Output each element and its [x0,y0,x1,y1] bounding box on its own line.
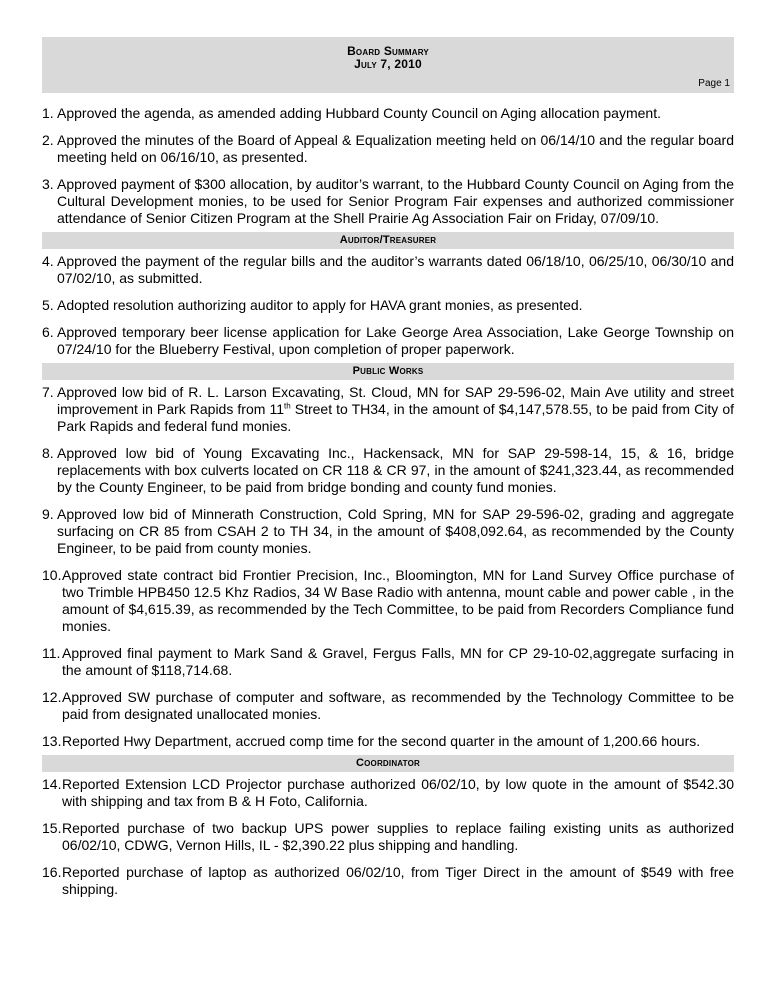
list-item: 4. Approved the payment of the regular bills and the auditor’s warrants dated 06/18/10, 06/25/10, 06/30/10 and 07/02/10, as submitted. [42,253,734,286]
public-works-items [42,384,734,750]
auditor-items [42,253,734,358]
document-title: Board Summary [347,44,429,58]
list-item: 16. Reported purchase of laptop as authorized 06/02/10, from Tiger Direct in the amount of $549 with free shipping. [42,864,734,897]
document-page [42,37,734,898]
list-item: 5. Adopted resolution authorizing auditor to apply for HAVA grant monies, as presented. [42,297,583,313]
section-auditor-treasurer: Auditor/Treasurer [42,232,734,249]
list-item: 15. Reported purchase of two backup UPS power supplies to replace failing existing units as authorized 06/02/10, CDWG, Vernon Hills, IL - $2,390.22 plus shipping and handling. [42,820,734,853]
list-item: 9. Approved low bid of Minnerath Construction, Cold Spring, MN for SAP 29-596-02, grading and aggregate surfacing on CR 85 from CSAH 2 to TH 34, in the amount of $408,092.64, as recommended by the County Engineer, to be paid from county monies. [42,506,734,556]
list-item: 3. Approved payment of $300 allocation, by auditor’s warrant, to the Hubbard County Council on Aging from the Cultural Development monies, to be used for Senior Program Fair expenses and authorized commissioner attendance of Senior Citizen Program at the Shell Prairie Ag Association Fair on Friday, 07/09/10. [42,176,734,226]
list-item: 7. Approved low bid of R. L. Larson Excavating, St. Cloud, MN for SAP 29-596-02, Main Ave utility and street improvement in Park Rapids from 11th Street to TH34, in the amount of $4,147,578.55, to be paid from City of Park Rapids and federal fund monies. [42,384,734,434]
summary-header [42,37,734,93]
list-item: 11. Approved final payment to Mark Sand & Gravel, Fergus Falls, MN for CP 29-10-02,aggregate surfacing in the amount of $118,714.68. [42,645,734,678]
list-item: 13. Reported Hwy Department, accrued comp time for the second quarter in the amount of 1,200.66 hours. [42,733,701,749]
list-item: 12. Approved SW purchase of computer and software, as recommended by the Technology Committee to be paid from designated unallocated monies. [42,689,734,722]
document-date: July 7, 2010 [354,57,422,71]
page-number: Page 1 [698,78,730,89]
list-item: 14. Reported Extension LCD Projector purchase authorized 06/02/10, by low quote in the amount of $542.30 with shipping and tax from B & H Foto, California. [42,776,734,809]
list-item: 10. Approved state contract bid Frontier Precision, Inc., Bloomington, MN for Land Survey Office purchase of two Trimble HPB450 12.5 Khz Radios, 34 W Base Radio with antenna, mount cable and power cable , in the amount of $4,615.39, as recommended by the Tech Committee, to be paid from Recorders Compliance fund monies. [42,567,734,634]
list-item: 2. Approved the minutes of the Board of Appeal & Equalization meeting held on 06/14/10 and the regular board meeting held on 06/16/10, as presented. [42,132,734,165]
section-coordinator: Coordinator [42,755,734,772]
list-item: 8. Approved low bid of Young Excavating Inc., Hackensack, MN for SAP 29-598-14, 15, & 16, bridge replacements with box culverts located on CR 118 & CR 97, in the amount of $241,323.44, as recommended by the County Engineer, to be paid from bridge bonding and county fund monies. [42,445,734,495]
list-item: 6. Approved temporary beer license application for Lake George Area Association, Lake George Township on 07/24/10 for the Blueberry Festival, upon completion of proper paperwork. [42,324,734,357]
general-items [42,105,734,227]
list-item: 1. Approved the agenda, as amended adding Hubbard County Council on Aging allocation payment. [42,105,661,121]
section-public-works: Public Works [42,363,734,380]
coordinator-items [42,776,734,898]
